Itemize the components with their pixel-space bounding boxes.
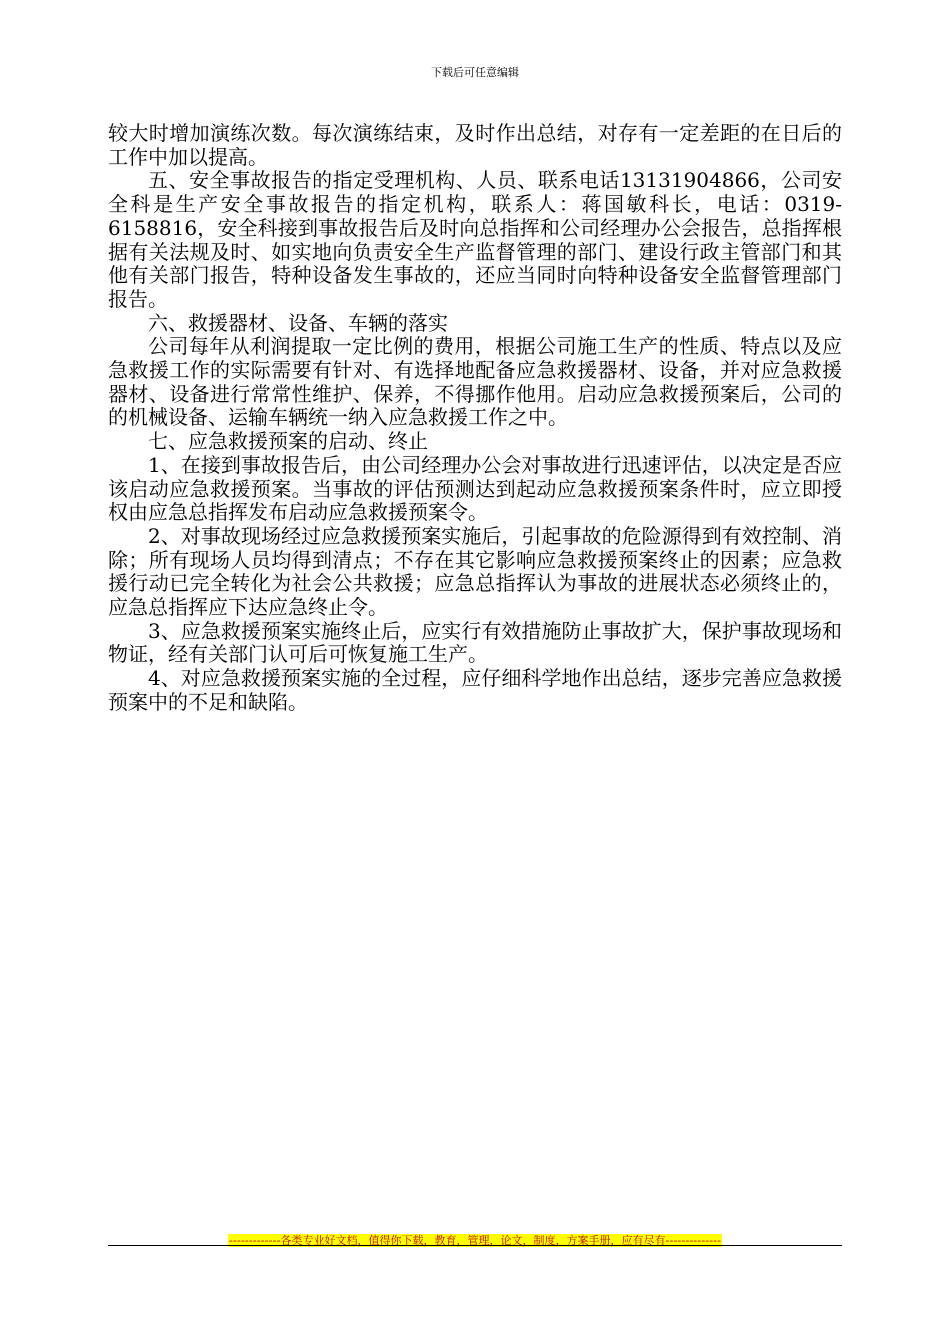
list-item-3: 3、应急救援预案实施终止后，应实行有效措施防止事故扩大，保护事故现场和物证，经有关部门认可后可恢复施工生产。 (108, 618, 842, 667)
list-item-2: 2、对事故现场经过应急救援预案实施后，引起事故的危险源得到有效控制、消除；所有现场人员均得到清点；不存在其它影响应急救援预案终止的因素；应急救援行动已完全转化为社会公共救援；应急总指挥认为事故的进展状态必须终止的，应急总指挥应下达应急终止令。 (108, 523, 842, 620)
paragraph-2: 五、安全事故报告的指定受理机构、人员、联系电话13131904866，公司安全科是生产安全事故报告的指定机构，联系人：蒋国敏科长，电话：0319-6158816，安全科接到事故报告后及时向总指挥和公司经理办公会报告，总指挥根据有关法规及时、如实地向负责安全生产监督管理的部门、建设行政主管部门和其他有关部门报告，特种设备发生事故的，还应当同时向特种设备安全监督管理部门报告。 (108, 168, 842, 311)
document-body (108, 122, 842, 715)
footer-divider (108, 1245, 842, 1246)
section-heading-7: 七、应急救援预案的启动、终止 (148, 429, 428, 454)
footer-promo-text: -------------各类专业好文档，值得你下载，教育，管理，论文，制度，方案手册，应有尽有-------------- (228, 1234, 722, 1247)
page-header: 下载后可任意编辑 (431, 66, 519, 79)
section-heading-6: 六、救援器材、设备、车辆的落实 (148, 310, 448, 335)
list-item-4: 4、对应急救援预案实施的全过程，应仔细科学地作出总结，逐步完善应急救援预案中的不足和缺陷。 (108, 666, 842, 714)
paragraph-1: 较大时增加演练次数。每次演练结束，及时作出总结，对存有一定差距的在日后的工作中加以提高。 (108, 121, 842, 169)
paragraph-4: 公司每年从利润提取一定比例的费用，根据公司施工生产的性质、特点以及应急救援工作的实际需要有针对、有选择地配备应急救援器材、设备，并对应急救援器材、设备进行常常性维护、保养，不得挪作他用。启动应急救援预案后，公司的的机械设备、运输车辆统一纳入应急救援工作之中。 (108, 334, 842, 430)
list-item-1: 1、在接到事故报告后，由公司经理办公会对事故进行迅速评估，以决定是否应该启动应急救援预案。当事故的评估预测达到起动应急救援预案条件时，应立即授权由应急总指挥发布启动应急救援预案令。 (108, 452, 842, 525)
